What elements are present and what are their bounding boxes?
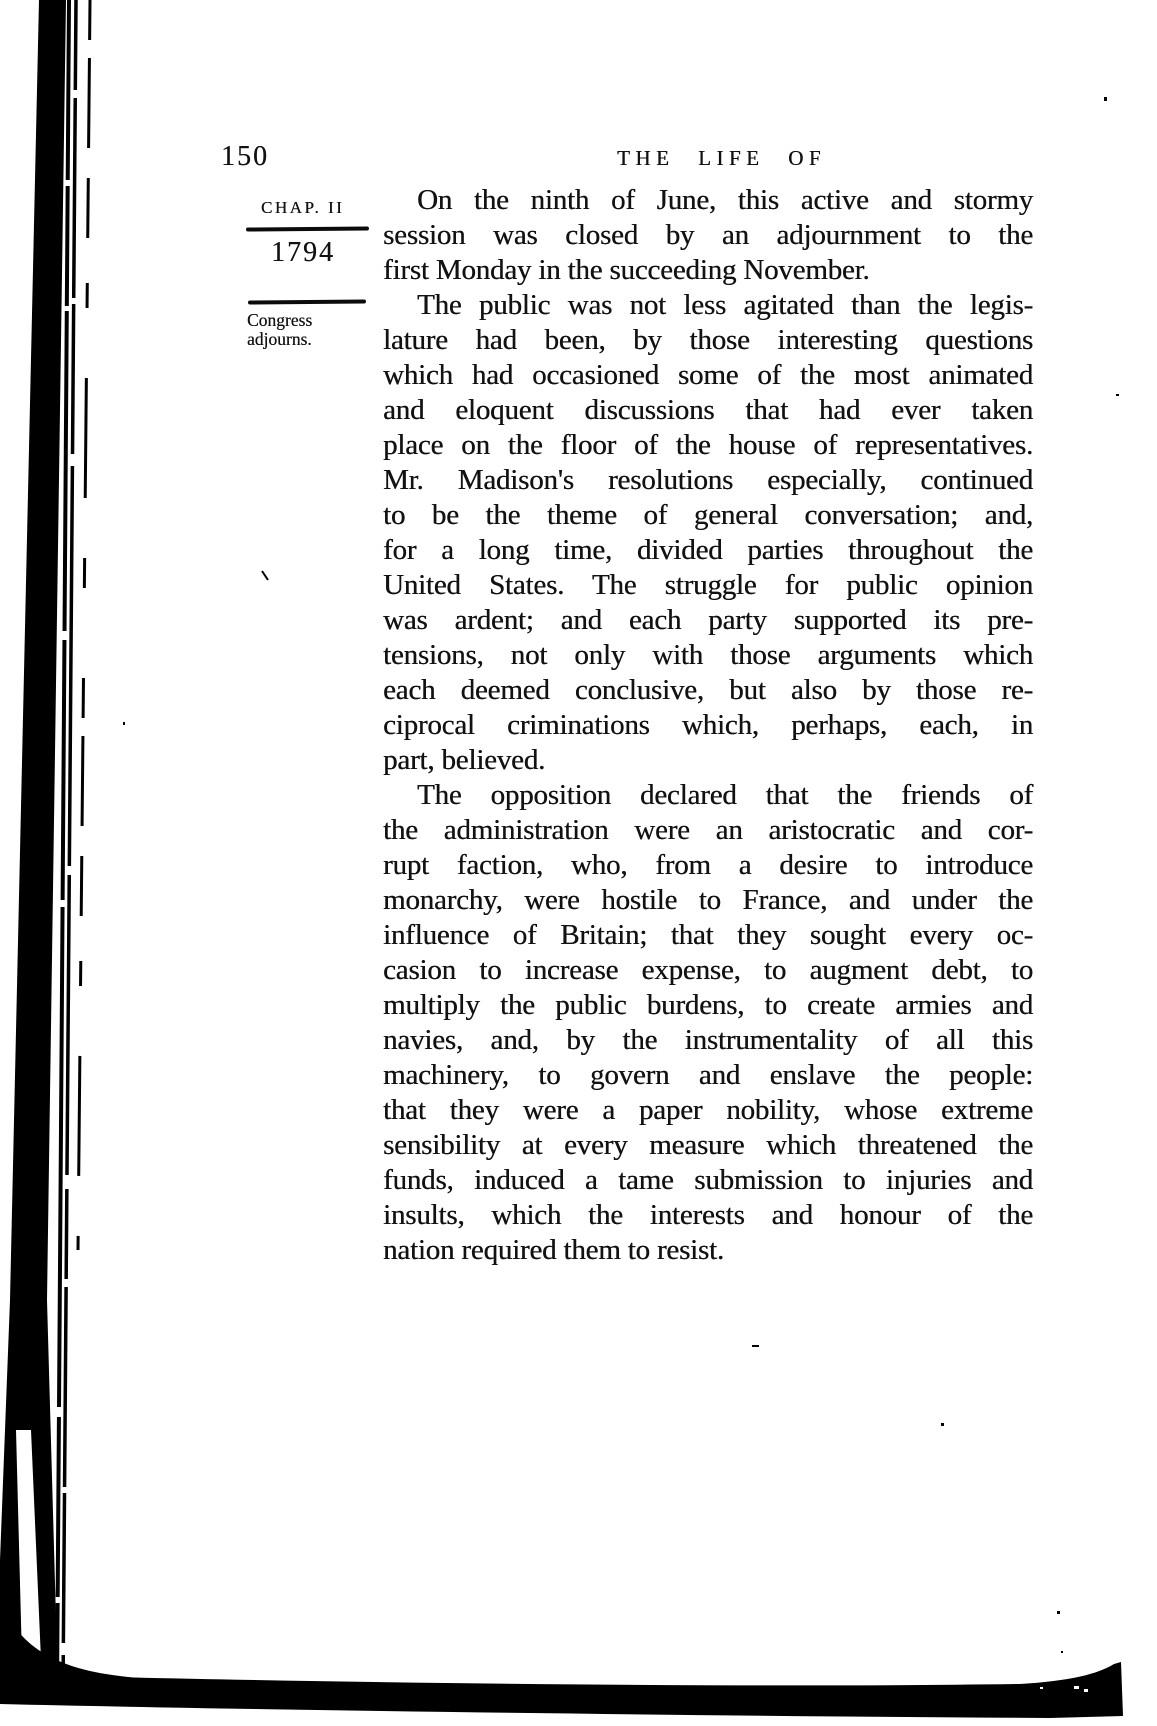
- text-line: which had occasioned some of the most animated: [383, 359, 1033, 391]
- text-line: United States. The struggle for public opinion: [383, 569, 1033, 601]
- text-line: Mr. Madison's resolutions especially, continued: [383, 464, 1033, 496]
- gutter-line: [57, 0, 69, 1690]
- text-line: The opposition declared that the friends of: [417, 779, 1033, 811]
- text-line: was ardent; and each party supported its pre-: [383, 604, 1033, 636]
- paragraph: [383, 778, 1033, 1268]
- margin-rule: [246, 226, 369, 231]
- text-line: place on the floor of the house of representatives.: [383, 429, 1033, 461]
- scan-speck: [1116, 394, 1119, 396]
- scan-speck: [1061, 1651, 1063, 1653]
- year-label: 1794: [271, 237, 335, 268]
- text-line: rupt faction, who, from a desire to introduce: [383, 849, 1033, 881]
- text-line: for a long time, divided parties throughout the: [383, 534, 1033, 566]
- scan-speck: [1104, 97, 1107, 101]
- text-line: monarchy, were hostile to France, and under the: [383, 884, 1033, 916]
- text-line: funds, induced a tame submission to injuries and: [383, 1164, 1033, 1196]
- text-line: session was closed by an adjournment to the: [383, 219, 1033, 251]
- text-line: machinery, to govern and enslave the people:: [383, 1059, 1033, 1091]
- side-note-line: Congress: [247, 310, 313, 330]
- text-line: influence of Britain; that they sought every oc-: [383, 919, 1033, 951]
- text-line: nation required them to resist.: [383, 1234, 724, 1266]
- bottom-left-merge: [0, 1600, 140, 1704]
- text-line: lature had been, by those interesting questions: [383, 324, 1033, 356]
- scan-speck: [752, 1345, 759, 1347]
- text-line: that they were a paper nobility, whose extreme: [383, 1094, 1033, 1126]
- paragraph: [383, 183, 1033, 288]
- text-line: sensibility at every measure which threatened the: [383, 1129, 1033, 1161]
- side-note: [247, 311, 312, 349]
- side-note-line: adjourns.: [247, 329, 312, 349]
- text-line: tensions, not only with those arguments which: [383, 639, 1033, 671]
- text-line: ciprocal criminations which, perhaps, each, in: [383, 709, 1033, 741]
- text-line: and eloquent discussions that had ever taken: [383, 394, 1033, 426]
- chapter-label: CHAP. II: [261, 198, 345, 217]
- scan-speck: [1057, 1611, 1060, 1614]
- text-line: to be the theme of general conversation; and,: [383, 499, 1033, 531]
- gutter-line: [78, 0, 90, 1250]
- running-header: THE LIFE OF: [617, 146, 826, 170]
- gutter-white-streak: [16, 1430, 41, 1660]
- text-line: first Monday in the succeeding November.: [383, 254, 870, 286]
- bottom-scan-bar: [0, 1662, 1123, 1718]
- text-line: navies, and, by the instrumentality of all this: [383, 1024, 1033, 1056]
- margin-rule: [248, 299, 366, 304]
- scan-speck: [262, 571, 268, 580]
- page-number: 150: [221, 141, 269, 172]
- text-line: The public was not less agitated than the legis-: [417, 289, 1033, 321]
- body-text: [383, 183, 1033, 1268]
- paragraph: [383, 288, 1033, 778]
- text-line: On the ninth of June, this active and stormy: [417, 184, 1033, 216]
- gutter-line: [63, 0, 76, 1690]
- scan-speck: [123, 722, 125, 725]
- gutter-shadow-band: [0, 0, 66, 1690]
- text-line: each deemed conclusive, but also by those re-: [383, 674, 1033, 706]
- text-line: casion to increase expense, to augment debt, to: [383, 954, 1033, 986]
- scan-speck: [941, 1423, 944, 1426]
- text-line: the administration were an aristocratic and cor-: [383, 814, 1033, 846]
- text-line: part, believed.: [383, 744, 546, 776]
- text-line: multiply the public burdens, to create armies and: [383, 989, 1033, 1021]
- text-line: insults, which the interests and honour of the: [383, 1199, 1033, 1231]
